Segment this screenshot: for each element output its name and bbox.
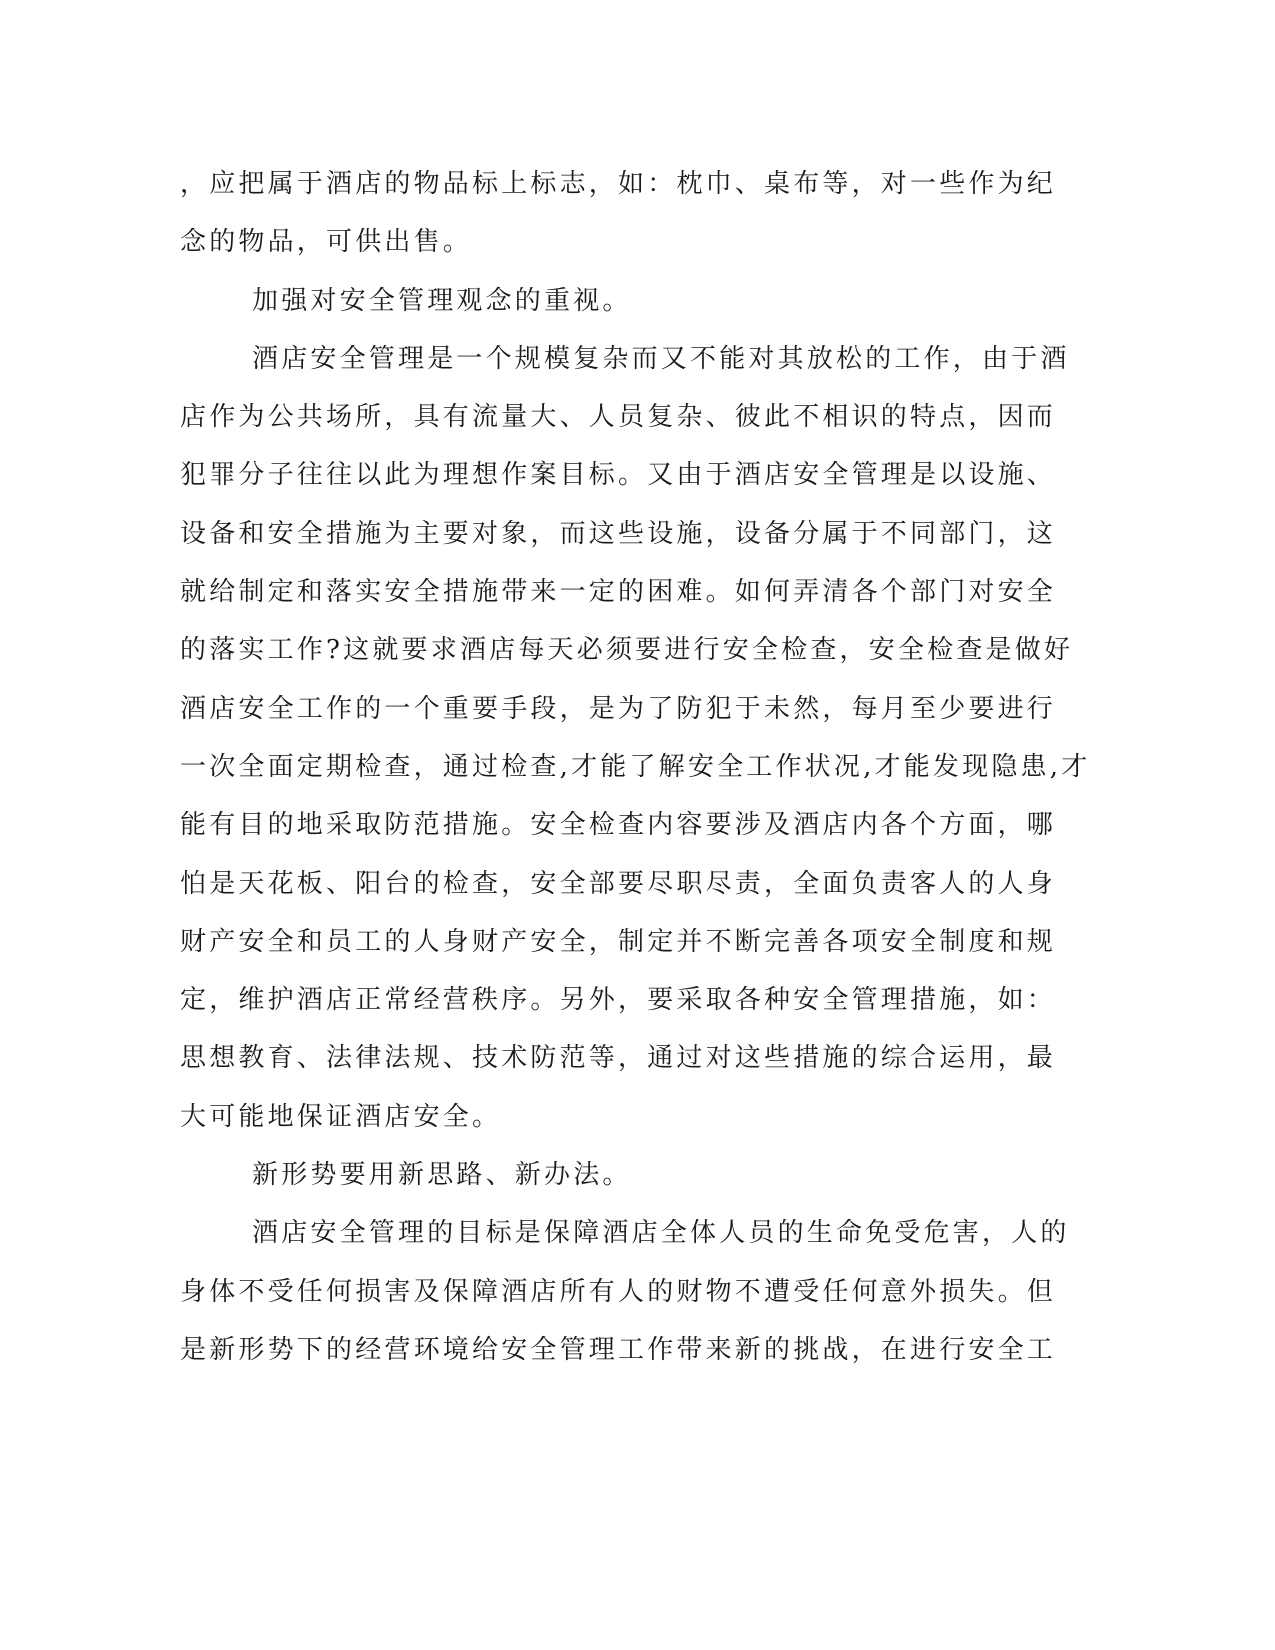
text-line-1: ，应把属于酒店的物品标上标志，如：枕巾、桌布等，对一些作为纪 bbox=[180, 169, 1057, 199]
text-line-17: 大可能地保证酒店安全。 bbox=[180, 1101, 502, 1132]
text-line-16: 思想教育、法律法规、技术防范等，通过对这些措施的综合运用，最 bbox=[180, 1043, 1057, 1074]
text-line-6: 犯罪分子往往以此为理想作案目标。又由于酒店安全管理是以设施、 bbox=[180, 460, 1057, 491]
text-line-2: 念的物品，可供出售。 bbox=[180, 227, 473, 258]
text-line-21: 是新形势下的经营环境给安全管理工作带来新的挑战，在进行安全工 bbox=[180, 1334, 1057, 1365]
text-line-14: 财产安全和员工的人身财产安全，制定并不断完善各项安全制度和规 bbox=[180, 926, 1057, 957]
text-line-9: 的落实工作?这就要求酒店每天必须要进行安全检查，安全检查是做好 bbox=[180, 635, 1074, 666]
text-line-7: 设备和安全措施为主要对象，而这些设施，设备分属于不同部门，这 bbox=[180, 518, 1057, 549]
text-line-12: 能有目的地采取防范措施。安全检查内容要涉及酒店内各个方面，哪 bbox=[180, 810, 1057, 841]
text-line-4: 酒店安全管理是一个规模复杂而又不能对其放松的工作，由于酒 bbox=[252, 343, 1070, 374]
text-line-15: 定，维护酒店正常经营秩序。另外，要采取各种安全管理措施，如： bbox=[180, 985, 1057, 1016]
text-line-13: 怕是天花板、阳台的检查，安全部要尽职尽责，全面负责客人的人身 bbox=[180, 868, 1057, 899]
text-line-18: 新形势要用新思路、新办法。 bbox=[252, 1160, 632, 1191]
text-line-11: 一次全面定期检查，通过检查,才能了解安全工作状况,才能发现隐患,才 bbox=[180, 751, 1091, 782]
text-line-10: 酒店安全工作的一个重要手段，是为了防犯于未然，每月至少要进行 bbox=[180, 693, 1057, 724]
text-line-20: 身体不受任何损害及保障酒店所有人的财物不遭受任何意外损失。但 bbox=[180, 1276, 1057, 1307]
text-line-19: 酒店安全管理的目标是保障酒店全体人员的生命免受危害，人的 bbox=[252, 1218, 1070, 1249]
text-line-8: 就给制定和落实安全措施带来一定的困难。如何弄清各个部门对安全 bbox=[180, 577, 1057, 608]
text-line-3: 加强对安全管理观念的重视。 bbox=[252, 285, 632, 316]
text-line-5: 店作为公共场所，具有流量大、人员复杂、彼此不相识的特点，因而 bbox=[180, 402, 1057, 433]
document-body bbox=[180, 155, 1091, 1379]
